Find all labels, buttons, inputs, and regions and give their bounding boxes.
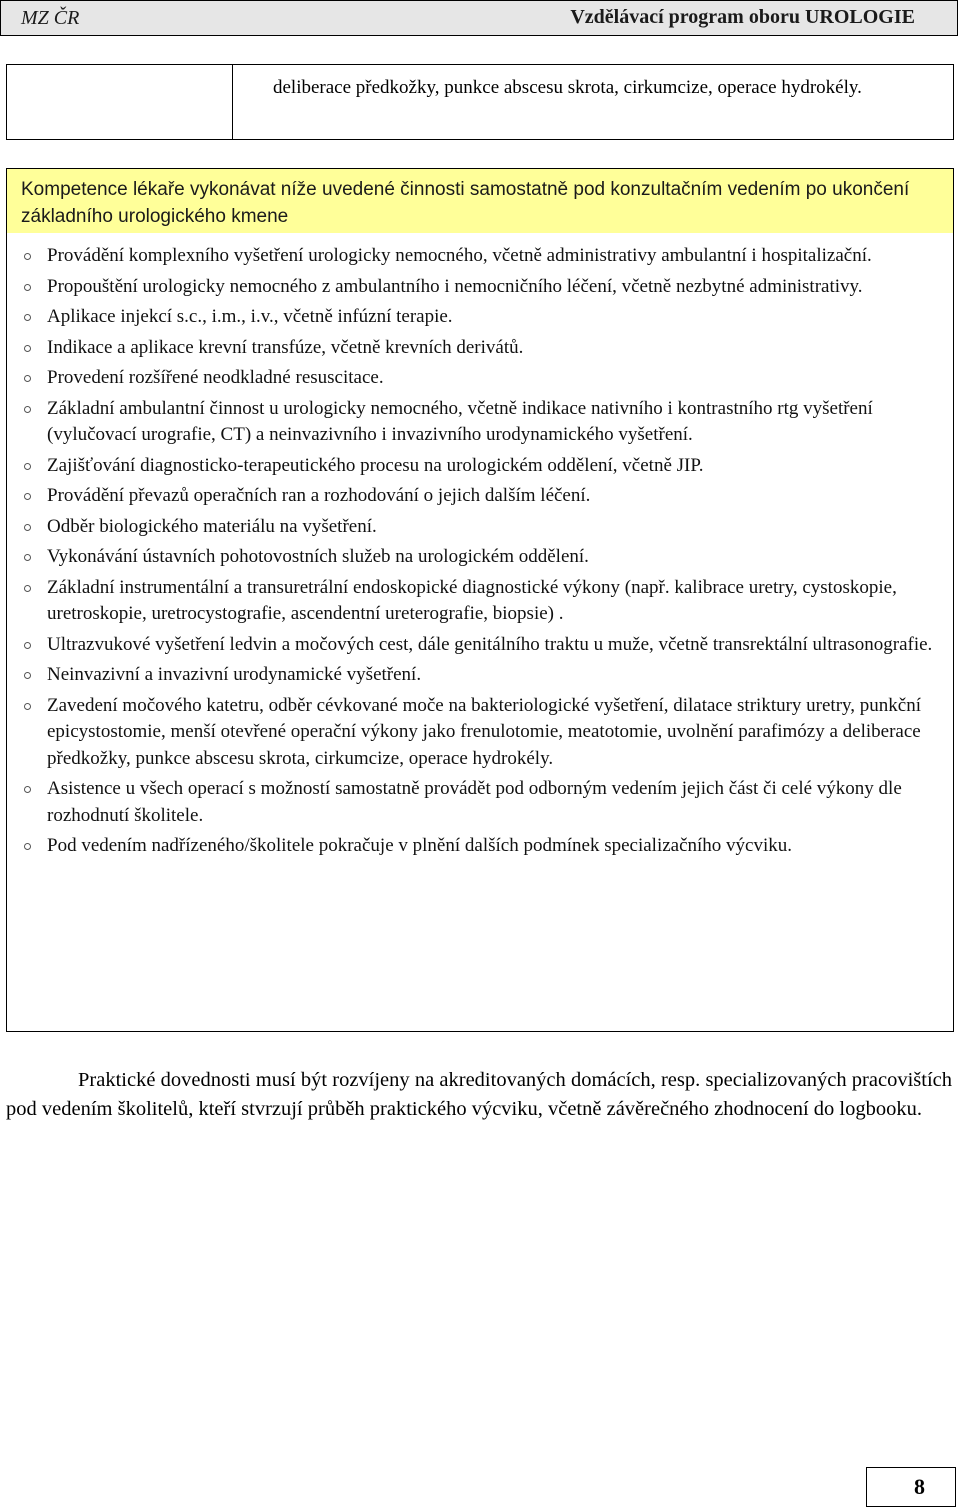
list-item-text: Základní instrumentální a transuretrální endoskopické diagnostické výkony (např. kalibrace uretry, cystoskopie, uretroskopie, uretrocystografie, ascendentní ureterografie, biopsie) . <box>47 576 897 624</box>
program-title: Vzdělávací program oboru UROLOGIE <box>570 6 915 28</box>
bullet-icon <box>24 524 31 531</box>
list-item-text: Aplikace injekcí s.c., i.m., i.v., včetně infúzní terapie. <box>47 306 453 327</box>
list-item-text: Asistence u všech operací s možností samostatně provádět pod odborným vedením jejich část či celé výkony dle rozhodnutí školitele. <box>47 778 902 826</box>
list-item <box>7 632 953 659</box>
list-item-text: Propouštění urologicky nemocného z ambulantního i nemocničního léčení, včetně nezbytné administrativy. <box>47 275 863 297</box>
list-item <box>7 833 953 860</box>
page-number: 8 <box>866 1467 956 1507</box>
continuation-table <box>6 64 954 140</box>
list-item-text: Provádění komplexního vyšetření urologicky nemocného, včetně administrativy ambulantní i hospitalizační. <box>47 245 872 266</box>
list-item-text: Vykonávání ústavních pohotovostních služeb na urologickém oddělení. <box>47 546 589 567</box>
bullet-icon <box>24 463 31 470</box>
list-item-text: Pod vedením nadřízeného/školitele pokračuje v plnění dalších podmínek specializačního výcviku. <box>47 835 793 856</box>
list-item-text: Zajišťování diagnosticko-terapeutického procesu na urologickém oddělení, včetně JIP. <box>47 454 704 476</box>
list-item <box>7 304 953 331</box>
page-header <box>0 0 958 36</box>
bullet-icon <box>24 406 31 413</box>
competence-section <box>6 168 954 1032</box>
list-item <box>7 483 953 510</box>
bullet-icon <box>24 786 31 793</box>
list-item <box>7 514 953 541</box>
list-item <box>7 662 953 689</box>
bullet-icon <box>24 314 31 321</box>
list-item <box>7 453 953 480</box>
list-item-text: Neinvazivní a invazivní urodynamické vyšetření. <box>47 664 422 685</box>
bullet-icon <box>24 843 31 850</box>
section-heading: Kompetence lékaře vykonávat níže uvedené činnosti samostatně pod konzultačním vedením po ukončení základního urologického kmene <box>7 169 953 233</box>
table-column-divider <box>232 65 233 139</box>
bullet-icon <box>24 554 31 561</box>
bullet-icon <box>24 585 31 592</box>
bullet-icon <box>24 642 31 649</box>
bullet-icon <box>24 703 31 710</box>
competence-list <box>7 243 953 864</box>
list-item <box>7 693 953 773</box>
bullet-icon <box>24 284 31 291</box>
list-item-text: Zavedení močového katetru, odběr cévkované moče na bakteriologické vyšetření, dilatace striktury uretry, punkční epicystostomie, menší otevřené operační výkony jako frenulotomie, meatotomie, uvolnění parafimózy a deliberace předkožky, punkce abscesu skrota, cirkumcize, operace hydrokély. <box>47 694 922 769</box>
list-item-text: Odběr biologického materiálu na vyšetření. <box>47 515 377 537</box>
bullet-icon <box>24 253 31 260</box>
list-item <box>7 335 953 362</box>
list-item-text: Provedení rozšířené neodkladné resuscitace. <box>47 367 384 388</box>
bullet-icon <box>24 672 31 679</box>
list-item-text: Provádění převazů operačních ran a rozhodování o jejich dalším léčení. <box>47 485 591 506</box>
practical-skills-paragraph: Praktické dovednosti musí být rozvíjeny na akreditovaných domácích, resp. specializovaných pracovištích pod vedením školitelů, kteří stvrzují průběh praktického výcviku, včetně závěrečného zhodnocení do logbooku. <box>6 1069 952 1120</box>
ministry-label: MZ ČR <box>21 7 80 29</box>
list-item <box>7 575 953 628</box>
list-item-text: Ultrazvukové vyšetření ledvin a močových cest, dále genitálního traktu u muže, včetně transrektální ultrasonografie. <box>47 633 933 655</box>
list-item <box>7 544 953 571</box>
list-item <box>7 396 953 449</box>
list-item <box>7 776 953 829</box>
list-item-text: Indikace a aplikace krevní transfúze, včetně krevních derivátů. <box>47 336 524 358</box>
list-item <box>7 243 953 270</box>
bullet-icon <box>24 493 31 500</box>
table-cell-text: deliberace předkožky, punkce abscesu skrota, cirkumcize, operace hydrokély. <box>273 77 862 98</box>
list-item <box>7 274 953 301</box>
bullet-icon <box>24 345 31 352</box>
list-item-text: Základní ambulantní činnost u urologicky nemocného, včetně indikace nativního i kontrastního rtg vyšetření (vylučovací urografie, CT) a neinvazivního i invazivního urodynamického vyšetření. <box>47 397 873 445</box>
bullet-icon <box>24 375 31 382</box>
list-item <box>7 365 953 392</box>
